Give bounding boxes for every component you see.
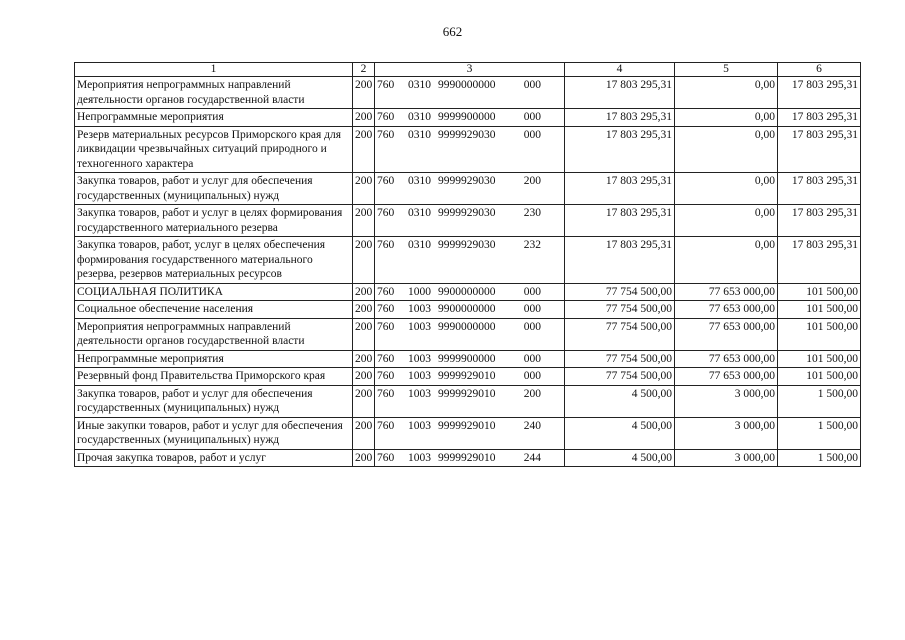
row-name: Закупка товаров, работ и услуг для обеспечения государственных (муниципальных) нужд bbox=[75, 385, 353, 417]
row-name: Мероприятия непрограммных направлений деятельности органов государственной власти bbox=[75, 318, 353, 350]
code-target-article: 9999929010 bbox=[438, 419, 496, 432]
code-section: 0310 bbox=[408, 175, 431, 187]
code-ministry: 760 bbox=[377, 128, 395, 141]
row-amount-total: 4 500,00 bbox=[565, 449, 675, 467]
header-cell: 5 bbox=[675, 63, 778, 77]
row-classification-code bbox=[375, 301, 565, 319]
row-classification-code bbox=[375, 318, 565, 350]
table-row bbox=[75, 350, 861, 368]
row-classification-code bbox=[375, 109, 565, 127]
row-amount-remaining: 101 500,00 bbox=[778, 283, 861, 301]
table-row bbox=[75, 109, 861, 127]
code-ministry: 760 bbox=[377, 285, 395, 298]
row-code-admin: 200 bbox=[353, 385, 375, 417]
row-name: Иные закупки товаров, работ и услуг для обеспечения государственных (муниципальных) нужд bbox=[75, 417, 353, 449]
row-classification-code bbox=[375, 173, 565, 205]
row-amount-executed: 77 653 000,00 bbox=[675, 368, 778, 386]
row-code-admin: 200 bbox=[353, 318, 375, 350]
code-expense-type: 232 bbox=[523, 239, 541, 251]
row-amount-remaining: 17 803 295,31 bbox=[778, 205, 861, 237]
row-amount-total: 17 803 295,31 bbox=[565, 237, 675, 284]
row-amount-remaining: 101 500,00 bbox=[778, 301, 861, 319]
code-ministry: 760 bbox=[377, 320, 395, 333]
code-section: 1003 bbox=[408, 370, 431, 382]
code-ministry: 760 bbox=[377, 207, 395, 219]
code-target-article: 9990000000 bbox=[438, 79, 496, 91]
table-row bbox=[75, 126, 861, 173]
header-cell: 1 bbox=[75, 63, 353, 77]
row-amount-remaining: 101 500,00 bbox=[778, 350, 861, 368]
row-name: СОЦИАЛЬНАЯ ПОЛИТИКА bbox=[75, 283, 353, 301]
row-amount-executed: 77 653 000,00 bbox=[675, 350, 778, 368]
code-target-article: 9999900000 bbox=[438, 352, 496, 365]
row-code-admin: 200 bbox=[353, 449, 375, 467]
row-amount-executed: 77 653 000,00 bbox=[675, 318, 778, 350]
code-target-article: 9990000000 bbox=[438, 320, 496, 333]
page-number: 662 bbox=[442, 24, 463, 39]
budget-table bbox=[74, 62, 861, 467]
code-section: 0310 bbox=[408, 239, 431, 251]
row-code-admin: 200 bbox=[353, 417, 375, 449]
row-name: Закупка товаров, работ, услуг в целях обеспечения формирования государственного материального резерва, резервов материальных ресурсов bbox=[75, 237, 353, 284]
row-classification-code bbox=[375, 449, 565, 467]
row-amount-total: 17 803 295,31 bbox=[565, 126, 675, 173]
row-code-admin: 200 bbox=[353, 301, 375, 319]
row-amount-total: 77 754 500,00 bbox=[565, 301, 675, 319]
row-amount-executed: 3 000,00 bbox=[675, 449, 778, 467]
row-code-admin: 200 bbox=[353, 205, 375, 237]
code-section: 1003 bbox=[408, 419, 431, 432]
code-ministry: 760 bbox=[377, 387, 395, 400]
code-section: 0310 bbox=[408, 111, 431, 123]
header-cell: 3 bbox=[375, 63, 565, 77]
table-row bbox=[75, 283, 861, 301]
row-amount-executed: 3 000,00 bbox=[675, 417, 778, 449]
row-name: Закупка товаров, работ и услуг для обеспечения государственных (муниципальных) нужд bbox=[75, 173, 353, 205]
row-code-admin: 200 bbox=[353, 173, 375, 205]
row-classification-code bbox=[375, 283, 565, 301]
code-section: 0310 bbox=[408, 207, 431, 219]
code-ministry: 760 bbox=[377, 303, 395, 315]
row-amount-remaining: 101 500,00 bbox=[778, 318, 861, 350]
row-classification-code bbox=[375, 77, 565, 109]
code-section: 1003 bbox=[408, 320, 431, 333]
row-name: Резервный фонд Правительства Приморского края bbox=[75, 368, 353, 386]
code-target-article: 9999900000 bbox=[438, 111, 496, 123]
row-amount-remaining: 17 803 295,31 bbox=[778, 173, 861, 205]
row-code-admin: 200 bbox=[353, 350, 375, 368]
row-amount-remaining: 17 803 295,31 bbox=[778, 109, 861, 127]
row-amount-total: 17 803 295,31 bbox=[565, 109, 675, 127]
code-section: 1003 bbox=[408, 451, 431, 464]
row-amount-remaining: 1 500,00 bbox=[778, 449, 861, 467]
table-row bbox=[75, 417, 861, 449]
code-expense-type: 000 bbox=[523, 111, 541, 123]
code-target-article: 9999929030 bbox=[438, 175, 496, 187]
code-expense-type: 200 bbox=[523, 387, 541, 400]
code-target-article: 9999929010 bbox=[438, 387, 496, 400]
row-amount-remaining: 17 803 295,31 bbox=[778, 77, 861, 109]
row-amount-executed: 0,00 bbox=[675, 77, 778, 109]
code-expense-type: 000 bbox=[523, 79, 541, 91]
row-code-admin: 200 bbox=[353, 368, 375, 386]
row-amount-executed: 0,00 bbox=[675, 126, 778, 173]
row-name: Резерв материальных ресурсов Приморского края для ликвидации чрезвычайных ситуаций природного и техногенного характера bbox=[75, 126, 353, 173]
header-cell: 4 bbox=[565, 63, 675, 77]
table-row bbox=[75, 368, 861, 386]
row-amount-remaining: 17 803 295,31 bbox=[778, 126, 861, 173]
table-row bbox=[75, 449, 861, 467]
row-amount-total: 77 754 500,00 bbox=[565, 350, 675, 368]
row-amount-executed: 0,00 bbox=[675, 205, 778, 237]
row-classification-code bbox=[375, 368, 565, 386]
table-row bbox=[75, 385, 861, 417]
header-row bbox=[75, 63, 861, 77]
code-expense-type: 000 bbox=[523, 370, 541, 382]
code-expense-type: 000 bbox=[523, 320, 541, 333]
row-amount-executed: 77 653 000,00 bbox=[675, 283, 778, 301]
row-name: Закупка товаров, работ и услуг в целях формирования государственного материального резерва bbox=[75, 205, 353, 237]
row-amount-total: 77 754 500,00 bbox=[565, 318, 675, 350]
code-ministry: 760 bbox=[377, 175, 395, 187]
code-ministry: 760 bbox=[377, 352, 395, 365]
row-amount-total: 4 500,00 bbox=[565, 417, 675, 449]
code-section: 1003 bbox=[408, 303, 431, 315]
table-row bbox=[75, 205, 861, 237]
row-name: Социальное обеспечение населения bbox=[75, 301, 353, 319]
row-classification-code bbox=[375, 385, 565, 417]
code-ministry: 760 bbox=[377, 79, 395, 91]
code-target-article: 9900000000 bbox=[438, 303, 496, 315]
row-code-admin: 200 bbox=[353, 77, 375, 109]
code-expense-type: 000 bbox=[523, 285, 541, 298]
row-classification-code bbox=[375, 126, 565, 173]
row-name: Прочая закупка товаров, работ и услуг bbox=[75, 449, 353, 467]
code-ministry: 760 bbox=[377, 451, 395, 464]
row-amount-remaining: 17 803 295,31 bbox=[778, 237, 861, 284]
row-amount-total: 77 754 500,00 bbox=[565, 368, 675, 386]
row-amount-executed: 0,00 bbox=[675, 237, 778, 284]
row-name: Мероприятия непрограммных направлений деятельности органов государственной власти bbox=[75, 77, 353, 109]
row-classification-code bbox=[375, 205, 565, 237]
row-code-admin: 200 bbox=[353, 109, 375, 127]
code-target-article: 9999929030 bbox=[438, 239, 496, 251]
code-expense-type: 230 bbox=[523, 207, 541, 219]
header-cell: 2 bbox=[353, 63, 375, 77]
code-target-article: 9900000000 bbox=[438, 285, 496, 298]
code-expense-type: 240 bbox=[523, 419, 541, 432]
row-amount-executed: 3 000,00 bbox=[675, 385, 778, 417]
code-section: 1000 bbox=[408, 285, 431, 298]
row-amount-total: 77 754 500,00 bbox=[565, 283, 675, 301]
code-section: 0310 bbox=[408, 79, 431, 91]
row-amount-total: 17 803 295,31 bbox=[565, 173, 675, 205]
row-amount-executed: 0,00 bbox=[675, 173, 778, 205]
code-section: 0310 bbox=[408, 128, 431, 141]
code-ministry: 760 bbox=[377, 111, 395, 123]
table-row bbox=[75, 301, 861, 319]
code-target-article: 9999929030 bbox=[438, 128, 496, 141]
code-target-article: 9999929010 bbox=[438, 451, 496, 464]
code-expense-type: 000 bbox=[523, 128, 541, 141]
code-expense-type: 244 bbox=[523, 451, 541, 464]
row-name: Непрограммные мероприятия bbox=[75, 350, 353, 368]
row-amount-remaining: 1 500,00 bbox=[778, 385, 861, 417]
row-amount-executed: 0,00 bbox=[675, 109, 778, 127]
row-amount-total: 17 803 295,31 bbox=[565, 205, 675, 237]
row-amount-total: 4 500,00 bbox=[565, 385, 675, 417]
code-target-article: 9999929010 bbox=[438, 370, 496, 382]
code-ministry: 760 bbox=[377, 239, 395, 251]
row-classification-code bbox=[375, 417, 565, 449]
row-classification-code bbox=[375, 350, 565, 368]
table-row bbox=[75, 318, 861, 350]
code-ministry: 760 bbox=[377, 419, 395, 432]
code-ministry: 760 bbox=[377, 370, 395, 382]
row-name: Непрограммные мероприятия bbox=[75, 109, 353, 127]
header-cell: 6 bbox=[778, 63, 861, 77]
code-target-article: 9999929030 bbox=[438, 207, 496, 219]
row-code-admin: 200 bbox=[353, 237, 375, 284]
row-code-admin: 200 bbox=[353, 283, 375, 301]
code-section: 1003 bbox=[408, 352, 431, 365]
code-section: 1003 bbox=[408, 387, 431, 400]
code-expense-type: 000 bbox=[523, 352, 541, 365]
row-code-admin: 200 bbox=[353, 126, 375, 173]
table-row bbox=[75, 77, 861, 109]
row-classification-code bbox=[375, 237, 565, 284]
code-expense-type: 000 bbox=[523, 303, 541, 315]
row-amount-executed: 77 653 000,00 bbox=[675, 301, 778, 319]
code-expense-type: 200 bbox=[523, 175, 541, 187]
row-amount-remaining: 101 500,00 bbox=[778, 368, 861, 386]
row-amount-total: 17 803 295,31 bbox=[565, 77, 675, 109]
table-row bbox=[75, 237, 861, 284]
table-row bbox=[75, 173, 861, 205]
row-amount-remaining: 1 500,00 bbox=[778, 417, 861, 449]
